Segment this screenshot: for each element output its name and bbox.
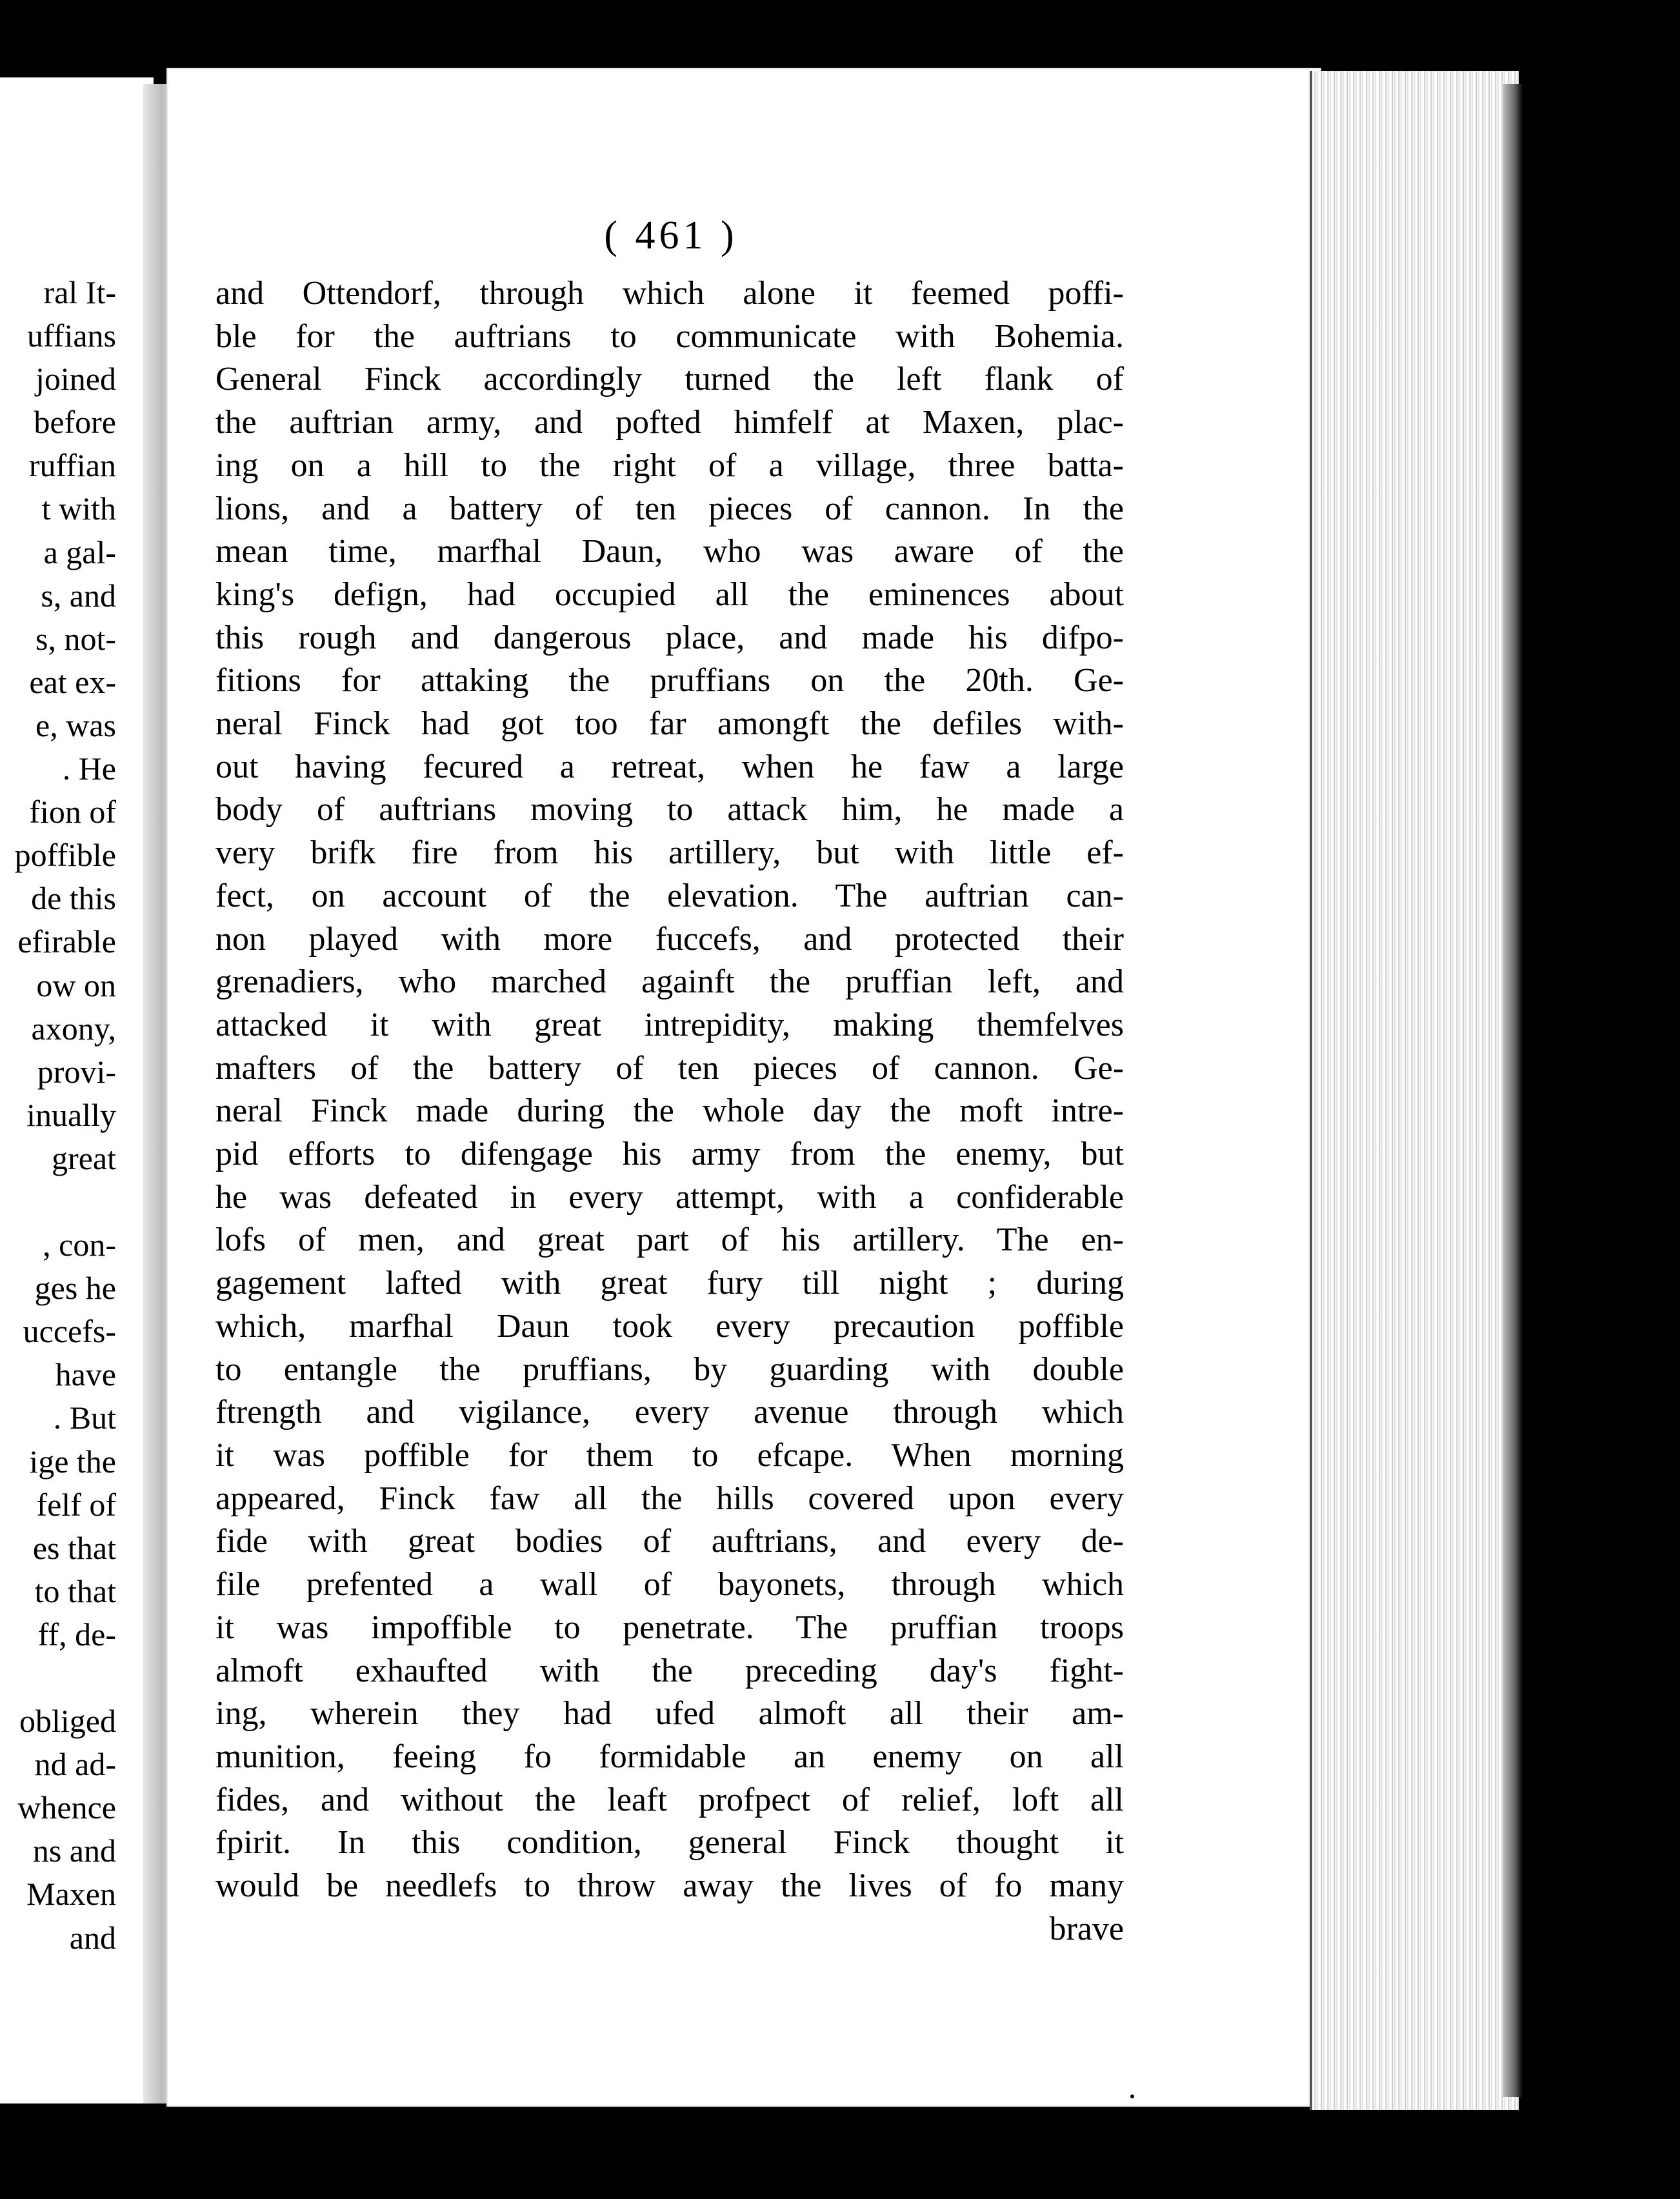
text-line: he was defeated in every attempt, with a confiderable <box>215 1178 1124 1216</box>
previous-page-line: Maxen <box>26 1876 116 1913</box>
text-line: to entangle the pruffians, by guarding with double <box>215 1351 1124 1388</box>
previous-page-line: obliged <box>19 1703 116 1740</box>
text-line: fide with great bodies of auftrians, and every de- <box>215 1523 1124 1560</box>
previous-page-line: de this <box>31 880 116 917</box>
text-line: would be needlefs to throw away the lives of fo many <box>215 1867 1124 1905</box>
text-line: file prefented a wall of bayonets, through which <box>215 1566 1124 1603</box>
text-line: attacked it with great intrepidity, making themfelves <box>215 1006 1124 1043</box>
text-line: neral Finck had got too far amongft the defiles with- <box>215 705 1124 743</box>
text-line: it was poffible for them to efcape. When morning <box>215 1436 1124 1474</box>
previous-page-line: have <box>55 1356 116 1393</box>
previous-page-line: s, not- <box>35 620 116 657</box>
text-line: grenadiers, who marched againft the pruffian left, and <box>215 963 1124 1001</box>
text-line: ble for the auftrians to communicate with Bohemia. <box>215 317 1124 355</box>
previous-page-line: and <box>69 1919 116 1956</box>
text-line: mean time, marfhal Daun, who was aware of the <box>215 533 1124 570</box>
text-line: non played with more fuccefs, and protected their <box>215 920 1124 958</box>
text-line: fpirit. In this condition, general Finck thought it <box>215 1824 1124 1862</box>
text-line: and Ottendorf, through which alone it feemed poffi- <box>215 275 1124 312</box>
text-line: out having fecured a retreat, when he faw a large <box>215 748 1124 785</box>
text-line: very brifk fire from his artillery, but with little ef- <box>215 834 1124 872</box>
body-text <box>215 272 1124 1951</box>
previous-page-line: . He <box>62 750 116 787</box>
text-line: mafters of the battery of ten pieces of cannon. Ge- <box>215 1049 1124 1087</box>
previous-page-line: whence <box>17 1789 116 1826</box>
previous-page-line: s, and <box>41 577 116 614</box>
previous-page-line: nd ad- <box>34 1746 116 1783</box>
previous-page-line: e, was <box>35 707 116 743</box>
previous-page-line: inually <box>26 1096 116 1133</box>
text-line: the auftrian army, and pofted himfelf at Maxen, plac- <box>215 404 1124 441</box>
previous-page-line: es that <box>32 1529 116 1566</box>
previous-page-line: before <box>34 404 116 441</box>
previous-page-line: t with <box>41 490 116 527</box>
previous-page-line: great <box>52 1140 116 1176</box>
text-line: fect, on account of the elevation. The auftrian can- <box>215 877 1124 914</box>
page-number: ( 461 ) <box>604 214 738 257</box>
text-line: munition, feeing fo formidable an enemy on all <box>215 1738 1124 1775</box>
previous-page-line: poffible <box>14 837 116 874</box>
text-line: General Finck accordingly turned the left flank of <box>215 361 1124 398</box>
previous-page-line: uffians <box>27 317 116 354</box>
text-line: almoft exhaufted with the preceding day's fight- <box>215 1652 1124 1689</box>
previous-page-line: ow on <box>36 967 116 1003</box>
previous-page-line: provi- <box>37 1053 116 1090</box>
catchword: brave <box>1049 1910 1124 1947</box>
previous-page-line <box>0 1180 116 1223</box>
previous-page-line: to that <box>34 1572 116 1609</box>
text-line: gagement lafted with great fury till night ; during <box>215 1265 1124 1302</box>
page-mark <box>1130 2094 1134 2098</box>
previous-page-line <box>0 1656 116 1700</box>
text-line: it was impoffible to penetrate. The pruffian troops <box>215 1609 1124 1646</box>
previous-page-line: ff, de- <box>37 1616 116 1652</box>
text-line: lofs of men, and great part of his artillery. The en- <box>215 1221 1124 1259</box>
previous-page-line: , con- <box>43 1227 116 1263</box>
text-line: pid efforts to difengage his army from the enemy, but <box>215 1136 1124 1173</box>
previous-page-line: efirable <box>17 923 116 960</box>
text-line: neral Finck made during the whole day the moft intre- <box>215 1092 1124 1130</box>
text-line: ing on a hill to the right of a village, three batta- <box>215 447 1124 484</box>
text-line: fides, and without the leaft profpect of relief, loft all <box>215 1781 1124 1818</box>
previous-page-line: uccefs- <box>23 1313 116 1350</box>
text-line: lions, and a battery of ten pieces of cannon. In the <box>215 490 1124 527</box>
previous-page-line: fion of <box>29 794 116 830</box>
previous-page-line: ruffian <box>28 447 116 484</box>
text-line: body of auftrians moving to attack him, he made a <box>215 791 1124 828</box>
previous-page-line: ges he <box>34 1270 116 1307</box>
text-line: ftrength and vigilance, every avenue through which <box>215 1394 1124 1431</box>
text-line: this rough and dangerous place, and made his difpo- <box>215 619 1124 656</box>
fore-edge-shadow <box>1503 84 1523 2097</box>
previous-page-line: felf of <box>36 1486 116 1523</box>
text-line: fitions for attaking the pruffians on the 20th. Ge- <box>215 662 1124 699</box>
previous-page-line: axony, <box>31 1010 116 1047</box>
text-line: king's defign, had occupied all the eminences about <box>215 576 1124 613</box>
previous-page-line: ral It- <box>43 274 116 310</box>
text-line: appeared, Finck faw all the hills covered upon every <box>215 1480 1124 1517</box>
previous-page-line: a gal- <box>43 534 116 570</box>
previous-page-line: ns and <box>32 1832 116 1869</box>
previous-page-line: joined <box>35 361 116 397</box>
previous-page-line: . But <box>53 1400 116 1436</box>
page-fore-edge <box>1310 71 1519 2110</box>
previous-page-line: eat ex- <box>29 663 116 700</box>
previous-page-text <box>0 271 116 1960</box>
text-line: ing, wherein they had ufed almoft all their am- <box>215 1695 1124 1732</box>
text-line: which, marfhal Daun took every precaution poffible <box>215 1307 1124 1345</box>
previous-page-line: ige the <box>29 1443 116 1480</box>
